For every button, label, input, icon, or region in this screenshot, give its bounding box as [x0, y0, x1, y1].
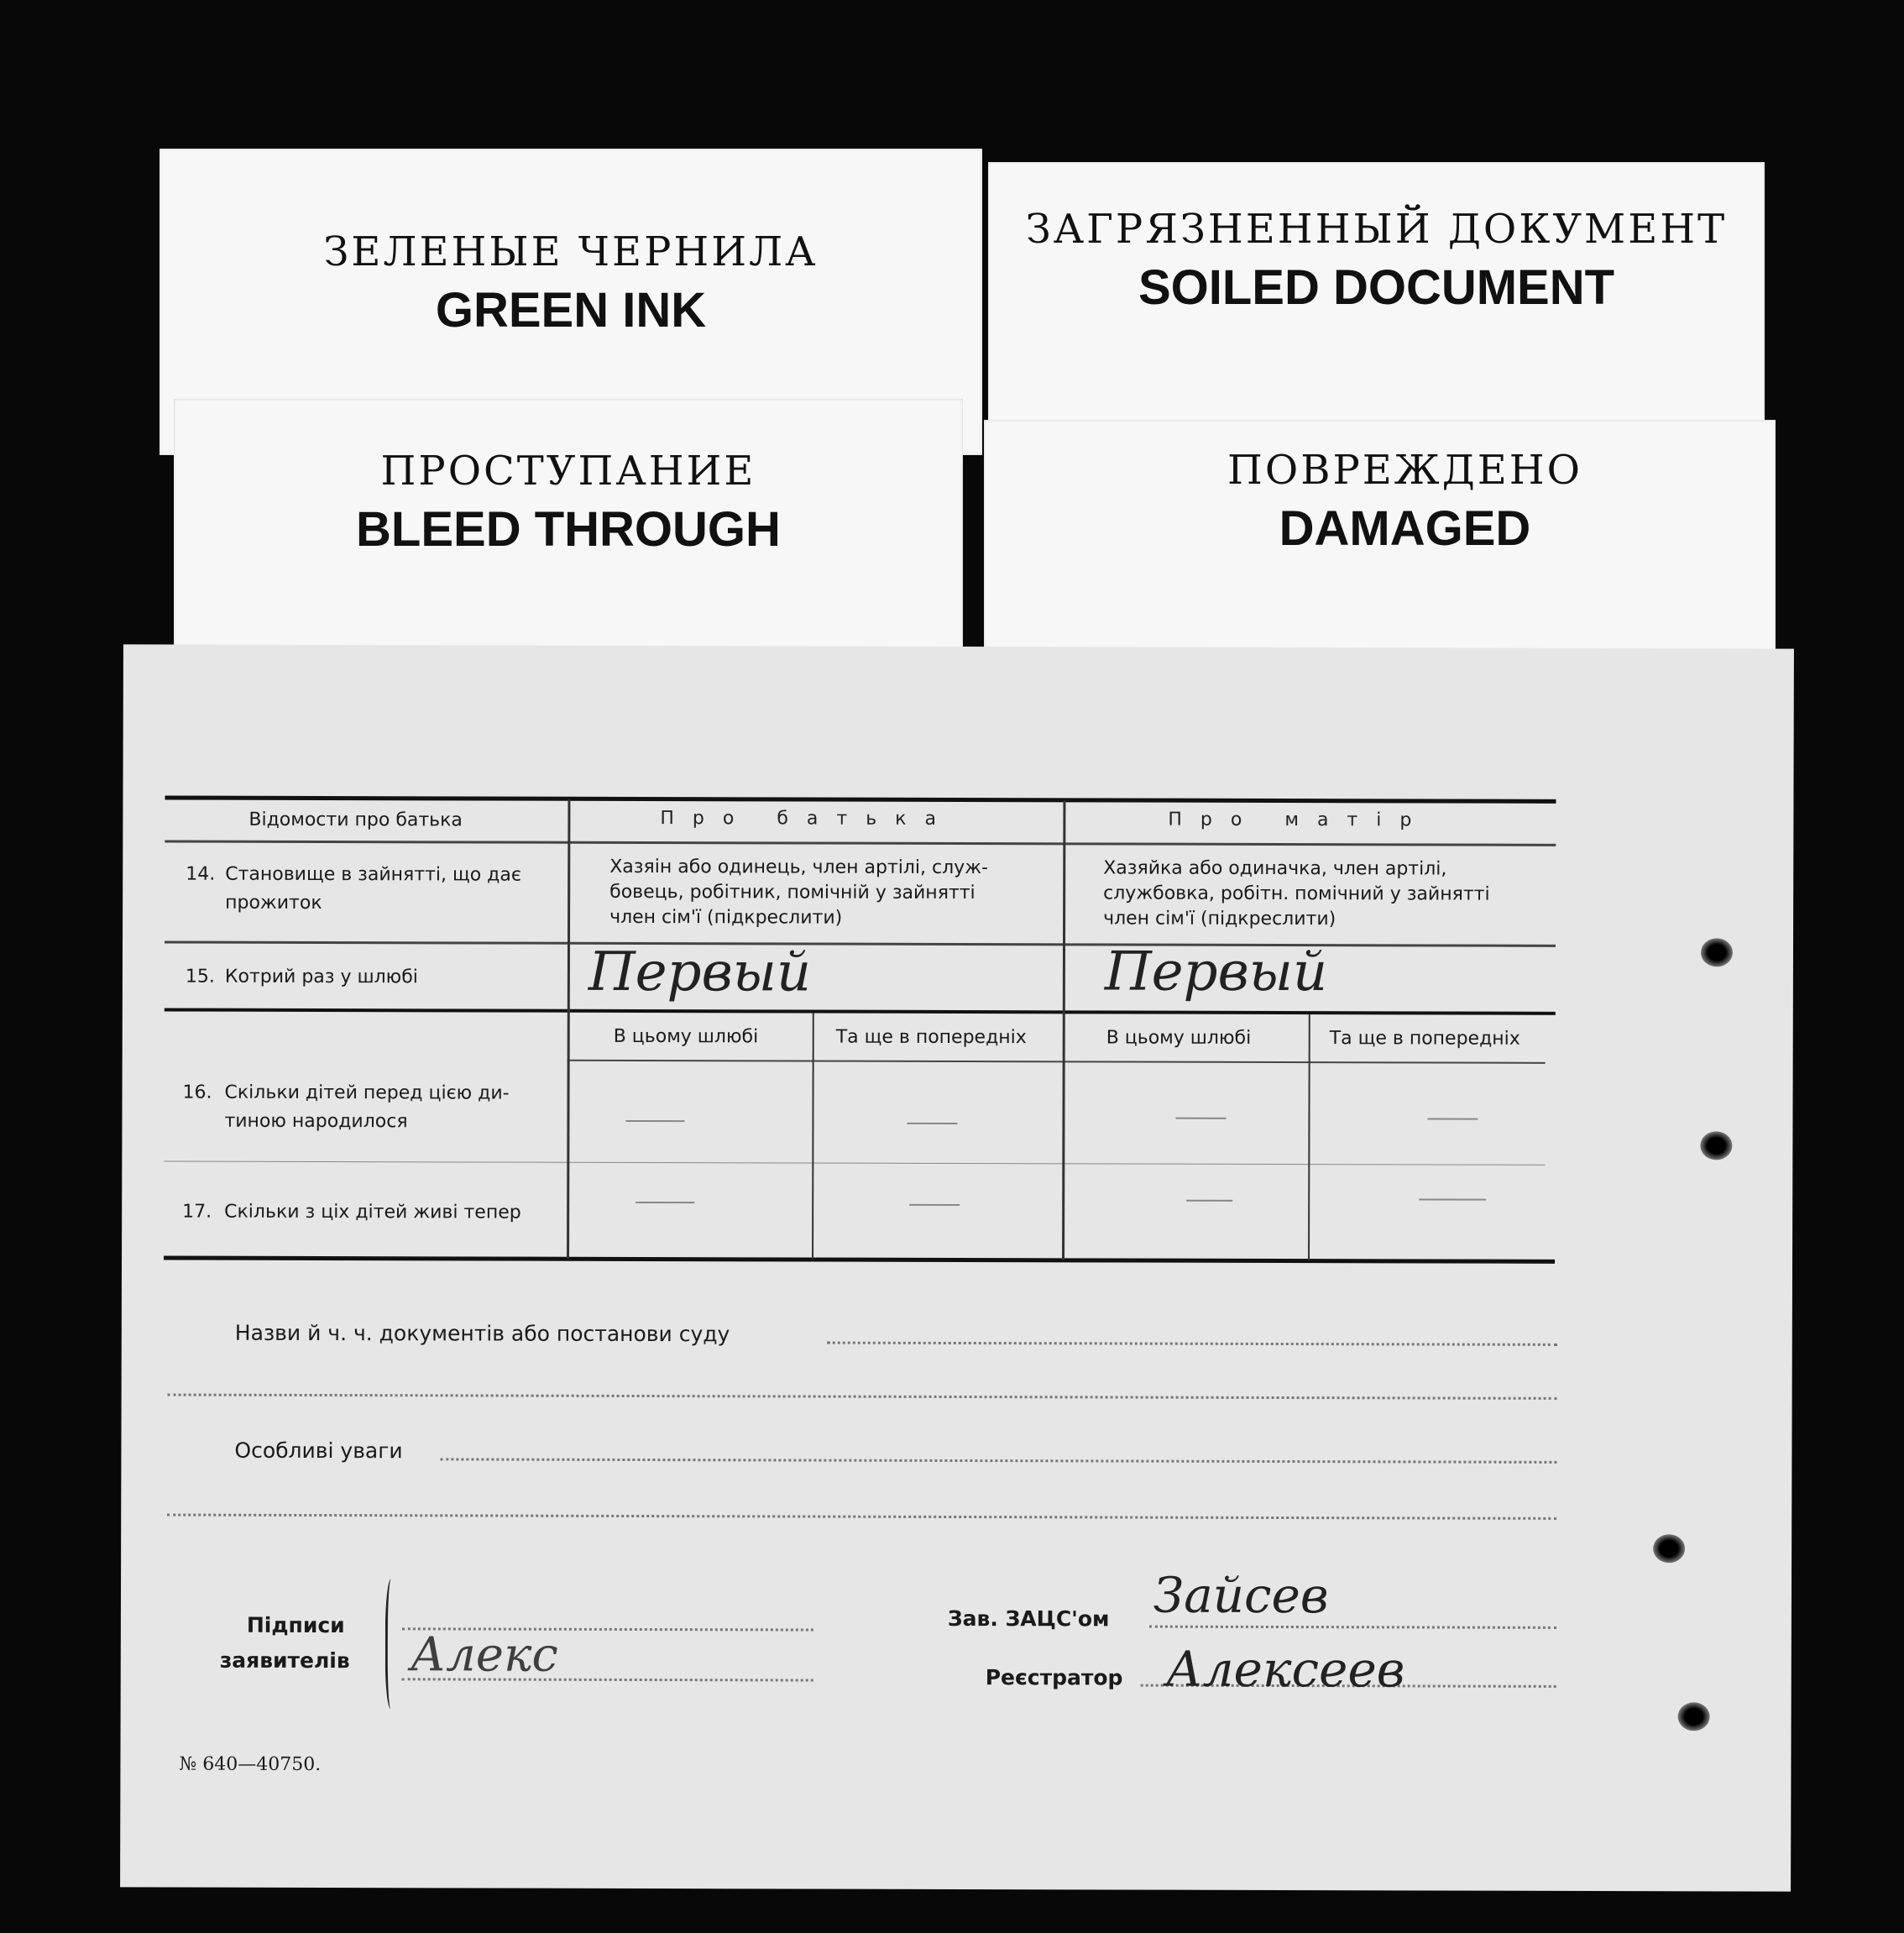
subheader-previous: Та ще в попередніх — [1329, 1028, 1520, 1050]
notes-line — [440, 1458, 1556, 1463]
subheader-rule — [568, 1060, 1546, 1064]
card-ru-text: ЗЕЛЕНЫЕ ЧЕРНИЛА — [323, 228, 819, 275]
subheader-this-marriage: В цьому шлюбі — [1106, 1027, 1252, 1049]
card-ru-text: ПОВРЕЖДЕНО — [1227, 447, 1583, 494]
head-signature-line — [1149, 1626, 1556, 1629]
soiled-document-card — [988, 162, 1765, 464]
signatures-label: заявителів — [219, 1648, 350, 1674]
table-top-rule — [165, 796, 1556, 804]
row17-label: Скільки з ціх дітей живі тепер — [224, 1201, 521, 1223]
column-divider — [567, 799, 570, 1259]
empty-dash — [1427, 1118, 1478, 1119]
head-label: Зав. ЗАЦС'ом — [947, 1606, 1110, 1632]
bleed-through-card — [174, 399, 963, 676]
row16-rule — [164, 1161, 1545, 1166]
table-bottom-rule — [164, 1256, 1555, 1264]
form-number: № 640—40750. — [179, 1753, 322, 1776]
row14-rule — [165, 941, 1556, 947]
head-signature: Зайсев — [1153, 1566, 1329, 1625]
registrar-signature: Алексеев — [1165, 1640, 1405, 1699]
empty-dash — [625, 1120, 684, 1122]
card-ru-text: ПРОСТУПАНИЕ — [380, 448, 756, 495]
row15-mother-handwriting: Первый — [1104, 940, 1328, 1004]
row14-father-text: бовець, робітник, помічній у зайнятті — [609, 881, 976, 904]
card-ru-text: ЗАГРЯЗНЕННЫЙ ДОКУМЕНТ — [1025, 206, 1728, 253]
row14-father-text: член сім'ї (підкреслити) — [609, 906, 843, 929]
documents-label: Назви й ч. ч. документів або постанови суду — [234, 1320, 730, 1347]
notes-label: Особливі уваги — [234, 1438, 403, 1464]
card-en-text: GREEN INK — [435, 283, 707, 338]
empty-dash — [1186, 1200, 1232, 1202]
row14-mother-text: службовка, робітн. помічний у зайнятті — [1103, 883, 1490, 905]
punch-hole — [1653, 1534, 1685, 1563]
row14-label: прожиток — [225, 892, 322, 914]
row14-number: 14. — [186, 863, 216, 885]
punch-hole — [1701, 938, 1733, 967]
row15-number: 15. — [185, 966, 215, 987]
header-father: Про батька — [660, 808, 955, 830]
header-mother: Про матір — [1168, 809, 1431, 831]
column-divider — [812, 1014, 814, 1260]
row14-label: Становище в зайнятті, що дає — [225, 863, 522, 886]
row16-label: тиною народилося — [224, 1110, 408, 1133]
empty-dash — [1175, 1118, 1226, 1119]
empty-dash — [636, 1202, 694, 1203]
card-en-text: BLEED THROUGH — [356, 502, 781, 557]
row17-number: 17. — [182, 1201, 212, 1223]
row16-number: 16. — [182, 1082, 212, 1103]
card-en-text: SOILED DOCUMENT — [1138, 260, 1615, 315]
punch-hole — [1700, 1131, 1732, 1160]
signatures-label: Підписи — [246, 1612, 345, 1638]
card-en-text: DAMAGED — [1279, 501, 1531, 556]
row15-label: Котрий раз у шлюбі — [224, 966, 418, 988]
empty-dash — [909, 1204, 960, 1206]
row14-mother-text: Хазяйка або одиначка, член артілі, — [1103, 857, 1447, 880]
empty-dash — [1419, 1198, 1486, 1200]
row15-father-handwriting: Первый — [588, 940, 812, 1004]
subheader-previous: Та ще в попередніх — [835, 1026, 1027, 1049]
row16-label: Скільки дітей перед цією ди- — [224, 1082, 510, 1104]
applicant-signature: Алекс — [410, 1627, 558, 1683]
empty-dash — [907, 1123, 957, 1124]
row15-rule — [165, 1008, 1556, 1015]
subheader-this-marriage: В цьому шлюбі — [613, 1025, 759, 1048]
row14-father-text: Хазяін або одинець, член артілі, служ- — [609, 856, 989, 879]
row14-mother-text: член сім'ї (підкреслити) — [1103, 908, 1336, 930]
column-divider — [1308, 1014, 1310, 1260]
registrar-label: Реєстратор — [985, 1665, 1123, 1690]
form-sheet — [120, 644, 1794, 1891]
documents-line — [168, 1394, 1557, 1400]
punch-hole — [1678, 1702, 1710, 1731]
notes-line — [167, 1514, 1556, 1520]
column-divider — [1062, 800, 1065, 1260]
documents-line — [827, 1342, 1557, 1346]
signatures-brace — [385, 1579, 400, 1709]
header-info-label: Відомости про батька — [248, 809, 463, 831]
header-rule — [165, 841, 1556, 846]
